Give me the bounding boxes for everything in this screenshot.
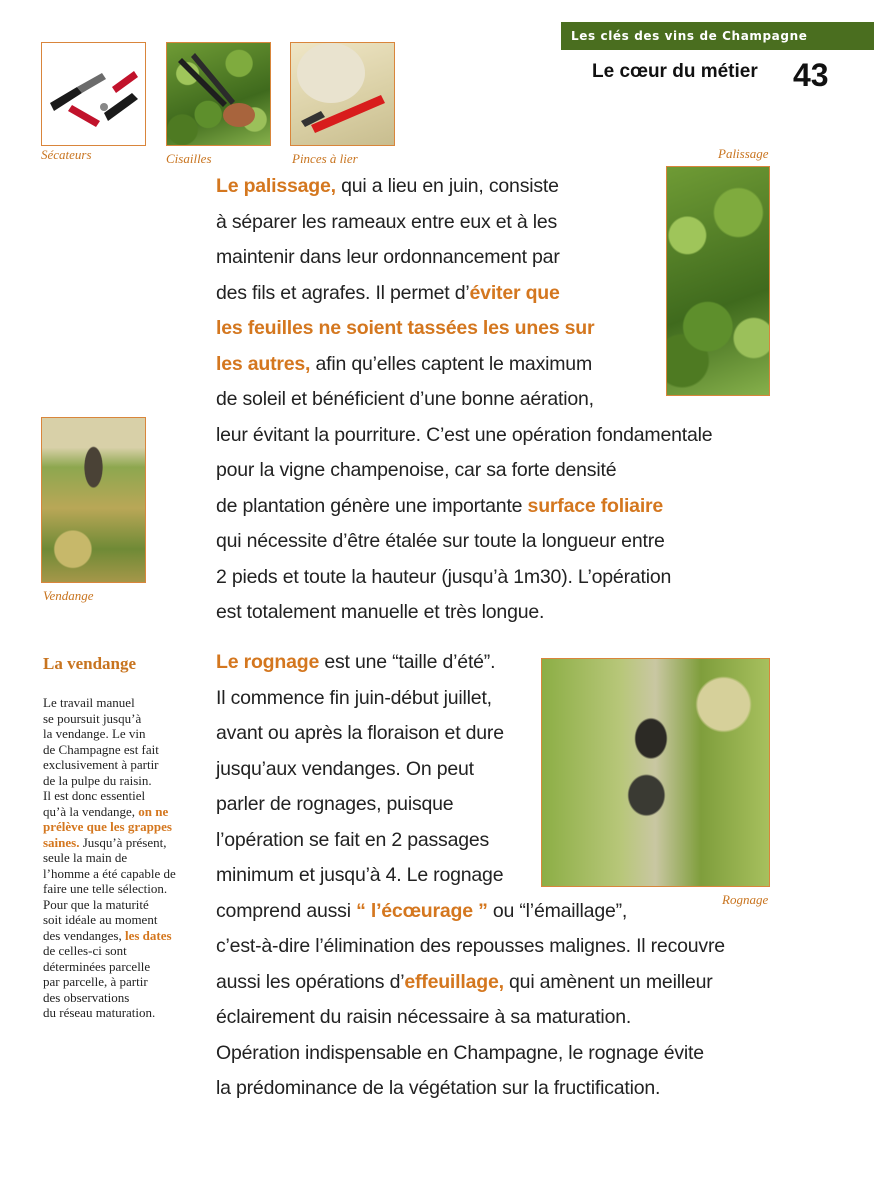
text-line: de Champagne est fait xyxy=(43,741,159,757)
text-fragment: qu’à la vendange, xyxy=(43,803,139,819)
text-fragment: qui amènent un meilleur xyxy=(503,970,713,993)
caption-pinces: Pinces à lier xyxy=(292,151,358,166)
palissage-term: Le palissage, xyxy=(216,175,336,197)
text-line: Le travail manuel xyxy=(43,695,135,710)
text-fragment: aussi les opérations d’ xyxy=(216,970,405,993)
secateurs-illustration xyxy=(42,43,145,145)
highlight-text: surface foliaire xyxy=(527,494,664,517)
text-line xyxy=(216,276,712,312)
sidebar-text xyxy=(43,695,176,1021)
text-line: la vendange. Le vin xyxy=(43,726,146,741)
text-line: est totalement manuelle et très longue. xyxy=(216,601,545,623)
text-fragment: est une “taille d’été”. xyxy=(319,651,496,673)
text-line xyxy=(43,835,176,851)
highlight-text: on ne xyxy=(138,803,169,819)
palissage-paragraph xyxy=(216,169,712,631)
text-line xyxy=(216,645,725,681)
text-line: de soleil et bénéficient d’une bonne aération, xyxy=(216,388,594,410)
highlight-text: saines. xyxy=(43,834,80,850)
text-line: des observations xyxy=(43,989,130,1005)
text-line: jusqu’aux vendanges. On peut xyxy=(216,757,474,780)
text-line xyxy=(216,965,725,1001)
text-fragment: des vendanges, xyxy=(43,927,125,943)
header-band xyxy=(561,22,874,50)
text-fragment: de plantation génère une importante xyxy=(216,494,528,517)
text-line: à séparer les rameaux entre eux et à les xyxy=(216,210,558,233)
text-fragment: des fils et agrafes. Il permet d’ xyxy=(216,281,470,304)
text-line: avant ou après la floraison et dure xyxy=(216,722,504,744)
text-fragment: qui a lieu en juin, consiste xyxy=(335,175,559,197)
text-line: Il est donc essentiel xyxy=(43,788,146,803)
highlight-text: éviter que xyxy=(469,281,560,304)
caption-rognage: Rognage xyxy=(722,892,769,907)
text-fragment: afin qu’elles captent le maximum xyxy=(310,352,592,375)
text-line: l’homme a été capable de xyxy=(43,865,176,881)
text-line xyxy=(43,928,176,944)
text-line xyxy=(216,489,712,525)
text-line: prélève que les grappes xyxy=(43,819,172,834)
vendange-photo xyxy=(41,417,146,583)
text-line xyxy=(216,347,712,383)
highlight-text: les dates xyxy=(124,927,172,943)
text-line: faire une telle sélection. xyxy=(43,881,168,896)
text-fragment: ou “l’émaillage”, xyxy=(487,899,628,922)
text-line: se poursuit jusqu’à xyxy=(43,710,142,726)
sidebar-heading: La vendange xyxy=(43,654,137,673)
text-line: maintenir dans leur ordonnancement par xyxy=(216,246,560,268)
pinces-photo xyxy=(290,42,395,146)
text-line: de la pulpe du raisin. xyxy=(43,772,152,788)
caption-vendange: Vendange xyxy=(43,588,94,603)
page-number: 43 xyxy=(793,57,829,93)
text-line: l’opération se fait en 2 passages xyxy=(216,828,490,851)
text-line: Pour que la maturité xyxy=(43,896,149,912)
highlight-text: “ l’écœurage ” xyxy=(356,899,488,922)
text-line xyxy=(216,894,725,930)
highlight-text: effeuillage, xyxy=(404,970,504,993)
text-line: de celles-ci sont xyxy=(43,943,127,958)
cisailles-illustration xyxy=(167,43,270,145)
text-fragment: Jusqu’à présent, xyxy=(79,834,167,850)
pinces-illustration xyxy=(291,43,394,145)
text-line: qui nécessite d’être étalée sur toute la longueur entre xyxy=(216,530,665,552)
text-line xyxy=(43,804,176,820)
text-line: soit idéale au moment xyxy=(43,912,158,927)
text-line: seule la main de xyxy=(43,850,128,865)
text-line: pour la vigne champenoise, car sa forte densité xyxy=(216,459,617,481)
text-line: leur évitant la pourriture. C’est une opération fondamentale xyxy=(216,423,713,446)
text-line: 2 pieds et toute la hauteur (jusqu’à 1m30). L’opération xyxy=(216,565,672,588)
cisailles-photo xyxy=(166,42,271,146)
text-line xyxy=(216,169,712,205)
text-line: les feuilles ne soient tassées les unes sur xyxy=(216,317,595,339)
text-line: minimum et jusqu’à 4. Le rognage xyxy=(216,864,504,886)
caption-palissage: Palissage xyxy=(718,146,769,161)
text-line: par parcelle, à partir xyxy=(43,974,148,989)
section-title: Le cœur du métier xyxy=(592,61,758,82)
secateurs-photo xyxy=(41,42,146,146)
text-line: Il commence fin juin-début juillet, xyxy=(216,686,492,709)
rognage-paragraph xyxy=(216,645,725,1107)
text-fragment: comprend aussi xyxy=(216,899,357,922)
text-line: exclusivement à partir xyxy=(43,757,159,772)
text-line: parler de rognages, puisque xyxy=(216,793,454,815)
text-line: éclairement du raisin nécessaire à sa maturation. xyxy=(216,1006,632,1028)
text-line: déterminées parcelle xyxy=(43,958,151,974)
highlight-text: les autres, xyxy=(216,352,311,375)
caption-cisailles: Cisailles xyxy=(166,151,212,166)
rognage-term: Le rognage xyxy=(216,651,320,673)
caption-secateurs: Sécateurs xyxy=(41,147,92,162)
text-line: la prédominance de la végétation sur la fructification. xyxy=(216,1077,661,1099)
header-band-text: Les clés des vins de Champagne xyxy=(571,29,808,43)
text-line: c’est-à-dire l’élimination des repousses malignes. Il recouvre xyxy=(216,935,725,957)
text-line: du réseau maturation. xyxy=(43,1005,156,1020)
text-line: Opération indispensable en Champagne, le rognage évite xyxy=(216,1041,704,1064)
